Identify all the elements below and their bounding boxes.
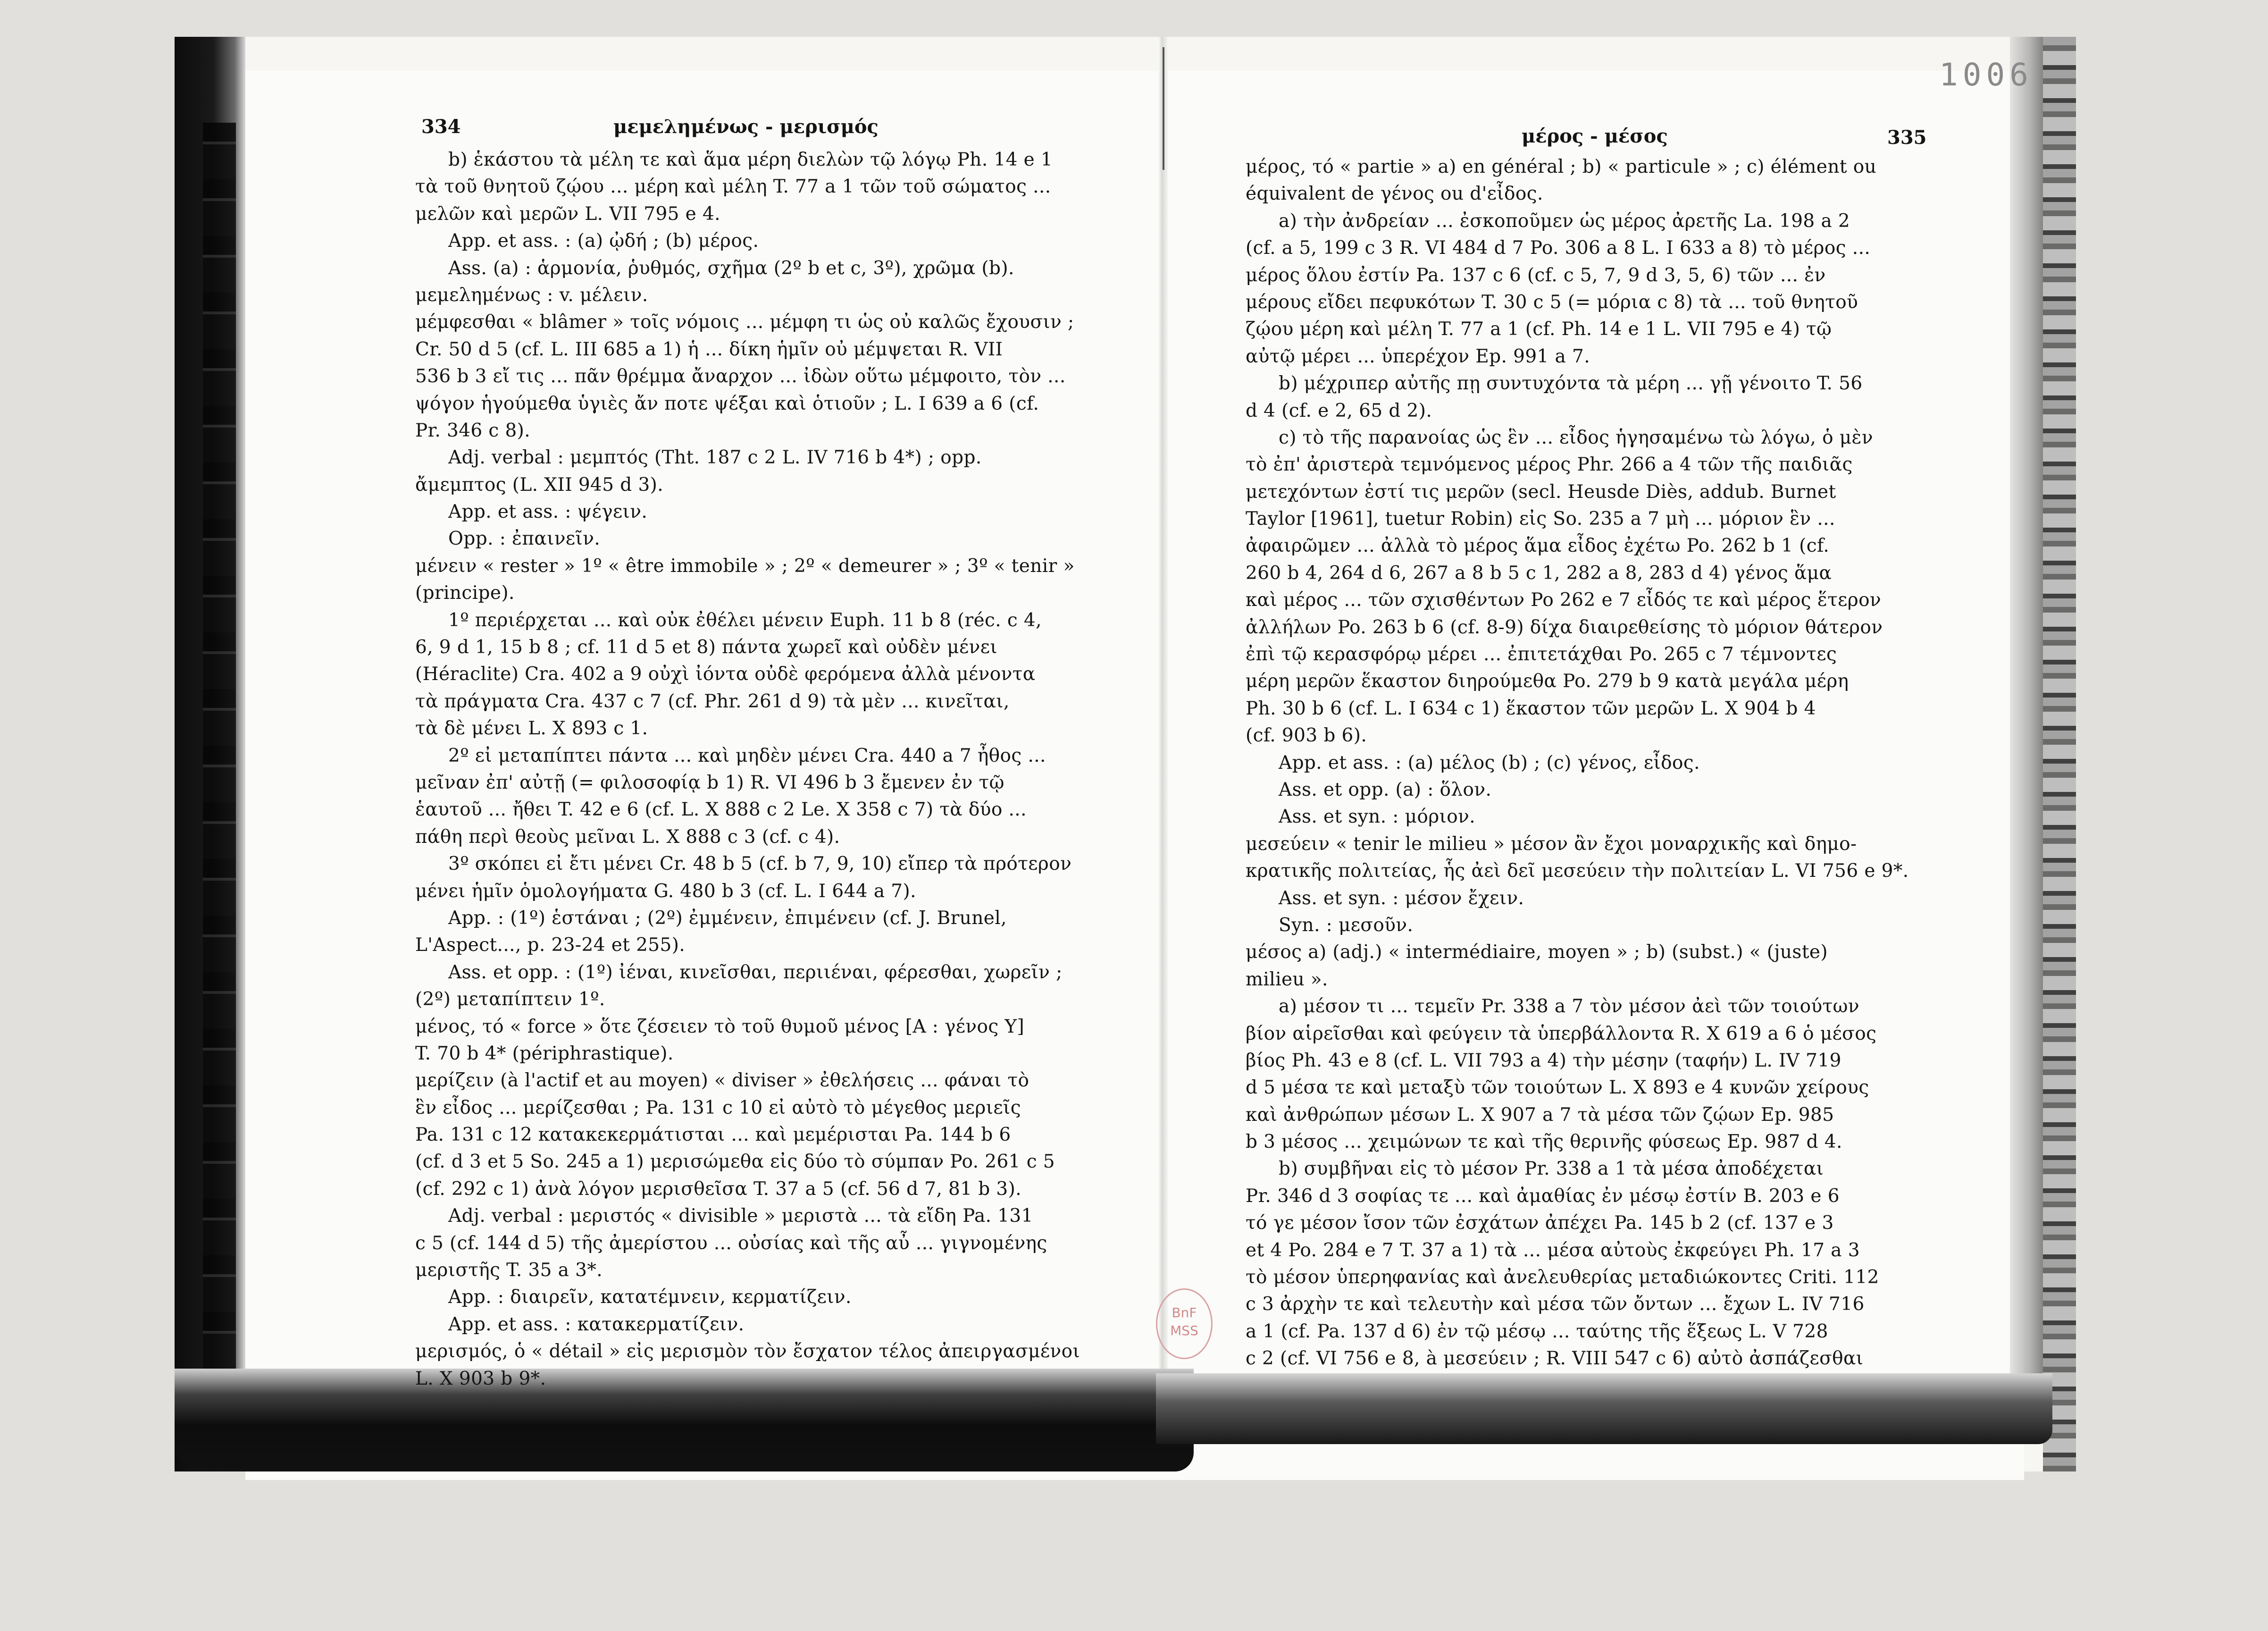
text-line: Ass. et syn. : μέσον ἔχειν. — [1279, 887, 1524, 909]
text-line: κρατικῆς πολιτείας, ἧς ἀεὶ δεῖ μεσεύειν τὴν πολιτείαν L. VI 756 e 9*. — [1246, 860, 1909, 882]
text-line: τό γε μέσον ἴσον τῶν ἐσχάτων ἀπέχει Pa. 145 b 2 (cf. 137 e 3 — [1246, 1212, 1834, 1234]
text-line: μέρους εἴδει πεφυκότων T. 30 c 5 (= μόρια c 8) τὰ ... τοῦ θνητοῦ — [1246, 291, 1858, 313]
text-line: 1º περιέρχεται ... καὶ οὐκ ἐθέλει μένειν Euph. 11 b 8 (réc. c 4, — [448, 609, 1042, 631]
text-line: c 5 (cf. 144 d 5) τῆς ἀμερίστου ... οὐσίας καὶ τῆς αὖ ... γιγνομένης — [415, 1232, 1047, 1254]
text-line: μεσεύειν « tenir le milieu » μέσον ἂν ἔχοι μοναρχικῆς καὶ δημο- — [1246, 833, 1857, 855]
text-line: μένος, τό « force » ὅτε ζέσειεν τὸ τοῦ θυμοῦ μένος [A : γένος Y] — [415, 1016, 1025, 1037]
gutter-shadow — [1163, 47, 1164, 170]
text-line: μεῖναν ἐπ' αὐτῇ (= φιλοσοφίᾳ b 1) R. VI 496 b 3 ἔμενεν ἐν τῷ — [415, 772, 1004, 793]
text-line: ἄμεμπτος (L. XII 945 d 3). — [415, 474, 664, 496]
text-line: 3º σκόπει εἰ ἔτι μένει Cr. 48 b 5 (cf. b 7, 9, 10) εἴπερ τὰ πρότερον — [448, 853, 1072, 875]
text-line: 536 b 3 εἴ τις ... πᾶν θρέμμα ἄναρχον ... ἰδὼν οὕτω μέμφοιτο, τὸν ... — [415, 366, 1066, 387]
left-running-head: μεμελημένως - μερισμός — [613, 116, 879, 138]
text-line: et 4 Po. 284 e 7 T. 37 a 1) τὰ ... μέσα αὐτοὺς ἐκφεύγει Ph. 17 a 3 — [1246, 1239, 1860, 1261]
text-line: μέρη μερῶν ἕκαστον διηρούμεθα Po. 279 b 9 κατὰ μεγάλα μέρη — [1246, 671, 1849, 692]
text-line: μένει ἡμῖν ὁμολογήματα G. 480 b 3 (cf. L. I 644 a 7). — [415, 880, 916, 902]
stamp-line-2: MSS — [1170, 1323, 1198, 1338]
text-line: ἑαυτοῦ ... ἤθει T. 42 e 6 (cf. L. X 888 c 2 Le. X 358 c 7) τὰ δύο ... — [415, 799, 1027, 821]
text-line: T. 70 b 4* (périphrastique). — [415, 1042, 674, 1064]
text-line: Pr. 346 c 8). — [415, 420, 531, 441]
text-line: (cf. 292 c 1) ἀνὰ λόγον μερισθεῖσα T. 37 a 5 (cf. 56 d 7, 81 b 3). — [415, 1178, 1022, 1200]
text-line: (2º) μεταπίπτειν 1º. — [415, 989, 605, 1010]
text-line: Adj. verbal : μεμπτός (Tht. 187 c 2 L. IV 716 b 4*) ; opp. — [448, 447, 982, 469]
text-line: Opp. : ἐπαινεῖν. — [448, 528, 601, 550]
text-line: τὸ ἐπ' ἀριστερὰ τεμνόμενος μέρος Phr. 266 a 4 τῶν τῆς παιδιᾶς — [1246, 454, 1853, 476]
bottom-right-dark-border — [1156, 1373, 2052, 1444]
text-line: ἀλλήλων Po. 263 b 6 (cf. 8-9) δίχα διαιρεθείσης τὸ μόριον θάτερον — [1246, 616, 1883, 638]
text-line: μένειν « rester » 1º « être immobile » ; 2º « demeurer » ; 3º « tenir » — [415, 555, 1075, 577]
text-line: ζῴου μέρη καὶ μέλη T. 77 a 1 (cf. Ph. 14 e 1 L. VII 795 e 4) τῷ — [1246, 319, 1832, 340]
text-line: 2º εἰ μεταπίπτει πάντα ... καὶ μηδὲν μένει Cra. 440 a 7 ἦθος ... — [448, 745, 1046, 766]
text-line: (cf. a 5, 199 c 3 R. VI 484 d 7 Po. 306 a 8 L. I 633 a 8) τὸ μέρος ... — [1246, 237, 1871, 259]
text-line: Cr. 50 d 5 (cf. L. III 685 a 1) ἡ ... δίκη ἡμῖν οὐ μέμψεται R. VII — [415, 338, 1003, 360]
text-line: a) μέσον τι ... τεμεῖν Pr. 338 a 7 τὸν μέσον ἀεὶ τῶν τοιούτων — [1279, 996, 1859, 1017]
left-page-number: 334 — [421, 116, 461, 138]
text-line: Pr. 346 d 3 σοφίας τε ... καὶ ἀμαθίας ἐν μέσῳ ἐστίν B. 203 e 6 — [1246, 1185, 1840, 1207]
text-line: Syn. : μεσοῦν. — [1279, 914, 1414, 936]
left-page-text — [415, 146, 1080, 1392]
text-line: Ass. et opp. : (1º) ἰέναι, κινεῖσθαι, περιιέναι, φέρεσθαι, χωρεῖν ; — [448, 961, 1063, 983]
text-line: App. : (1º) ἑστάναι ; (2º) ἐμμένειν, ἐπιμένειν (cf. J. Brunel, — [448, 907, 1007, 929]
text-line: App. et ass. : (a) μέλος (b) ; (c) γένος, εἶδος. — [1279, 752, 1700, 773]
text-line: b) συμβῆναι εἰς τὸ μέσον Pr. 338 a 1 τὰ μέσα ἀποδέχεται — [1279, 1158, 1824, 1180]
left-binding-shadow — [203, 123, 236, 1397]
text-line: c) τὸ τῆς παρανοίας ὡς ἓν ... εἶδος ἡγησαμένω τὼ λόγω, ὁ μὲν — [1279, 427, 1873, 448]
text-line: βίον αἱρεῖσθαι καὶ φεύγειν τὰ ὑπερβάλλοντα R. X 619 a 6 ὁ μέσος — [1246, 1023, 1877, 1044]
library-stamp — [1156, 1288, 1213, 1359]
text-line: b 3 μέσος ... χειμώνων τε καὶ τῆς θερινῆς φύσεως Ep. 987 d 4. — [1246, 1131, 1842, 1153]
right-dark-border — [2043, 37, 2076, 1471]
text-line: d 4 (cf. e 2, 65 d 2). — [1246, 400, 1432, 421]
text-line: καὶ μέρος ... τῶν σχισθέντων Po 262 e 7 εἶδός τε καὶ μέρος ἕτερον — [1246, 589, 1882, 611]
text-line: μερισμός, ὁ « détail » εἰς μερισμὸν τὸν ἔσχατον τέλος ἀπειργασμένοι — [415, 1341, 1080, 1362]
text-line: b) ἑκάστου τὰ μέλη τε καὶ ἅμα μέρη διελὼν τῷ λόγῳ Ph. 14 e 1 — [448, 149, 1053, 170]
text-line: μέρος, τό « partie » a) en général ; b) « particule » ; c) élément ou — [1246, 156, 1877, 177]
text-line: App. : διαιρεῖν, κατατέμνειν, κερματίζειν. — [448, 1286, 852, 1308]
text-line: milieu ». — [1246, 968, 1328, 990]
archive-number: 1006 — [1939, 57, 2033, 93]
right-page-shadow — [2010, 37, 2043, 1443]
text-line: Ass. (a) : ἁρμονία, ῥυθμός, σχῆμα (2º b et c, 3º), χρῶμα (b). — [448, 257, 1014, 279]
text-line: App. et ass. : ψέγειν. — [448, 501, 648, 523]
text-line: c 3 ἀρχὴν τε καὶ τελευτὴν καὶ μέσα τῶν ὄντων ... ἔχων L. IV 716 — [1246, 1294, 1865, 1315]
text-line: μέμφεσθαι « blâmer » τοῖς νόμοις ... μέμφη τι ὡς οὐ καλῶς ἔχουσιν ; — [415, 311, 1074, 333]
text-line: τὰ δὲ μένει L. X 893 c 1. — [415, 718, 648, 740]
text-line: d 5 μέσα τε καὶ μεταξὺ τῶν τοιούτων L. X 893 e 4 κυνῶν χείρους — [1246, 1077, 1869, 1099]
text-line: b) μέχριπερ αὐτῆς πῃ συντυχόντα τὰ μέρη ... γῇ γένοιτο T. 56 — [1279, 373, 1863, 395]
text-line: Ass. et syn. : μόριον. — [1279, 806, 1476, 828]
text-line: App. et ass. : κατακερματίζειν. — [448, 1313, 745, 1335]
text-line: μερίζειν (à l'actif et au moyen) « diviser » ἐθελήσεις ... φάναι τὸ — [415, 1070, 1029, 1092]
text-line: (Héraclite) Cra. 402 a 9 οὐχὶ ἰόντα οὐδὲ φερόμενα ἀλλὰ μένοντα — [415, 664, 1036, 685]
text-line: (cf. d 3 et 5 So. 245 a 1) μερισώμεθα εἰς δύο τὸ σύμπαν Po. 261 c 5 — [415, 1151, 1055, 1173]
text-line: βίος Ph. 43 e 8 (cf. L. VII 793 a 4) τὴν μέσην (ταφήν) L. IV 719 — [1246, 1050, 1841, 1071]
text-line: Taylor [1961], tuetur Robin) εἰς So. 235 a 7 μὴ ... μόριον ἓν ... — [1246, 508, 1835, 530]
text-line: ἀφαιρῶμεν ... ἀλλὰ τὸ μέρος ἅμα εἶδος ἐχέτω Po. 262 b 1 (cf. — [1246, 535, 1830, 557]
text-line: μεμελημένως : v. μέλειν. — [415, 284, 648, 306]
text-line: 260 b 4, 264 d 6, 267 a 8 b 5 c 1, 282 a 8, 283 d 4) γένος ἅμα — [1246, 562, 1832, 584]
text-line: Ph. 30 b 6 (cf. L. I 634 c 1) ἕκαστον τῶν μερῶν L. X 904 b 4 — [1246, 698, 1816, 719]
text-line: (principe). — [415, 582, 515, 604]
text-line: Ass. et opp. (a) : ὅλον. — [1279, 779, 1492, 800]
text-line: πάθη περὶ θεοὺς μεῖναι L. X 888 c 3 (cf. c 4). — [415, 826, 840, 848]
text-line: τὸ μέσον ὑπερηφανίας καὶ ἀνελευθερίας μεταδιώκοντες Criti. 112 — [1246, 1267, 1879, 1288]
text-line: καὶ ἀνθρώπων μέσων L. X 907 a 7 τὰ μέσα τῶν ζῴων Ep. 985 — [1246, 1104, 1834, 1126]
book-gutter — [1158, 37, 1168, 1415]
text-line: τὰ πράγματα Cra. 437 c 7 (cf. Phr. 261 d 9) τὰ μὲν ... κινεῖται, — [415, 690, 1010, 712]
text-line: Pa. 131 c 12 κατακεκερμάτισται ... καὶ μεμέρισται Pa. 144 b 6 — [415, 1124, 1011, 1146]
stamp-line-1: BnF — [1172, 1305, 1197, 1320]
right-page-text — [1246, 153, 1909, 1372]
text-line: L. X 903 b 9*. — [415, 1368, 546, 1389]
text-line: L'Aspect..., p. 23-24 et 255). — [415, 934, 686, 956]
text-line: c 2 (cf. VI 756 e 8, à μεσεύειν ; R. VIII 547 c 6) αὐτὸ ἀσπάζεσθαι — [1246, 1348, 1864, 1370]
text-line: a) τὴν ἀνδρείαν ... ἐσκοποῦμεν ὡς μέρος ἀρετῆς La. 198 a 2 — [1279, 210, 1850, 232]
text-line: 6, 9 d 1, 15 b 8 ; cf. 11 d 5 et 8) πάντα χωρεῖ καὶ οὐδὲν μένει — [415, 637, 998, 658]
text-line: μελῶν καὶ μερῶν L. VII 795 e 4. — [415, 203, 720, 225]
text-line: μέρος ὅλου ἐστίν Pa. 137 c 6 (cf. c 5, 7, 9 d 3, 5, 6) τῶν ... ἐν — [1246, 264, 1826, 286]
text-line: ἐπὶ τῷ κερασφόρῳ μέρει ... ἐπιτετάχθαι Po. 265 c 7 τέμνοντες — [1246, 644, 1837, 665]
text-line: μεριστῆς T. 35 a 3*. — [415, 1260, 603, 1281]
text-line: αὐτῷ μέρει ... ὑπερέχον Ep. 991 a 7. — [1246, 345, 1590, 367]
right-page-number: 335 — [1887, 126, 1927, 149]
text-line: ψόγον ἡγούμεθα ὑγιὲς ἄν ποτε ψέξαι καὶ ὁτιοῦν ; L. I 639 a 6 (cf. — [415, 393, 1039, 414]
text-line: μέσος a) (adj.) « intermédiaire, moyen » ; b) (subst.) « (juste) — [1246, 942, 1828, 963]
text-line: App. et ass. : (a) ᾠδή ; (b) μέρος. — [448, 230, 759, 252]
text-line: Adj. verbal : μεριστός « divisible » μεριστὰ ... τὰ εἴδη Pa. 131 — [448, 1205, 1033, 1227]
text-line: τὰ τοῦ θνητοῦ ζῴου ... μέρη καὶ μέλη T. 77 a 1 τῶν τοῦ σώματος ... — [415, 176, 1051, 198]
text-line: ἓν εἶδος ... μερίζεσθαι ; Pa. 131 c 10 εἰ αὐτὸ τὸ μέγεθος μεριεῖς — [415, 1097, 1021, 1118]
right-running-head: μέρος - μέσος — [1522, 125, 1668, 147]
text-line: équivalent de γένος ou d'εἶδος. — [1246, 183, 1543, 205]
text-line: (cf. 903 b 6). — [1246, 725, 1367, 747]
text-line: μετεχόντων ἐστί τις μερῶν (secl. Heusde Diès, addub. Burnet — [1246, 481, 1836, 503]
text-line: a 1 (cf. Pa. 137 d 6) ἐν τῷ μέσῳ ... ταύτης τῆς ἕξεως L. V 728 — [1246, 1320, 1828, 1342]
